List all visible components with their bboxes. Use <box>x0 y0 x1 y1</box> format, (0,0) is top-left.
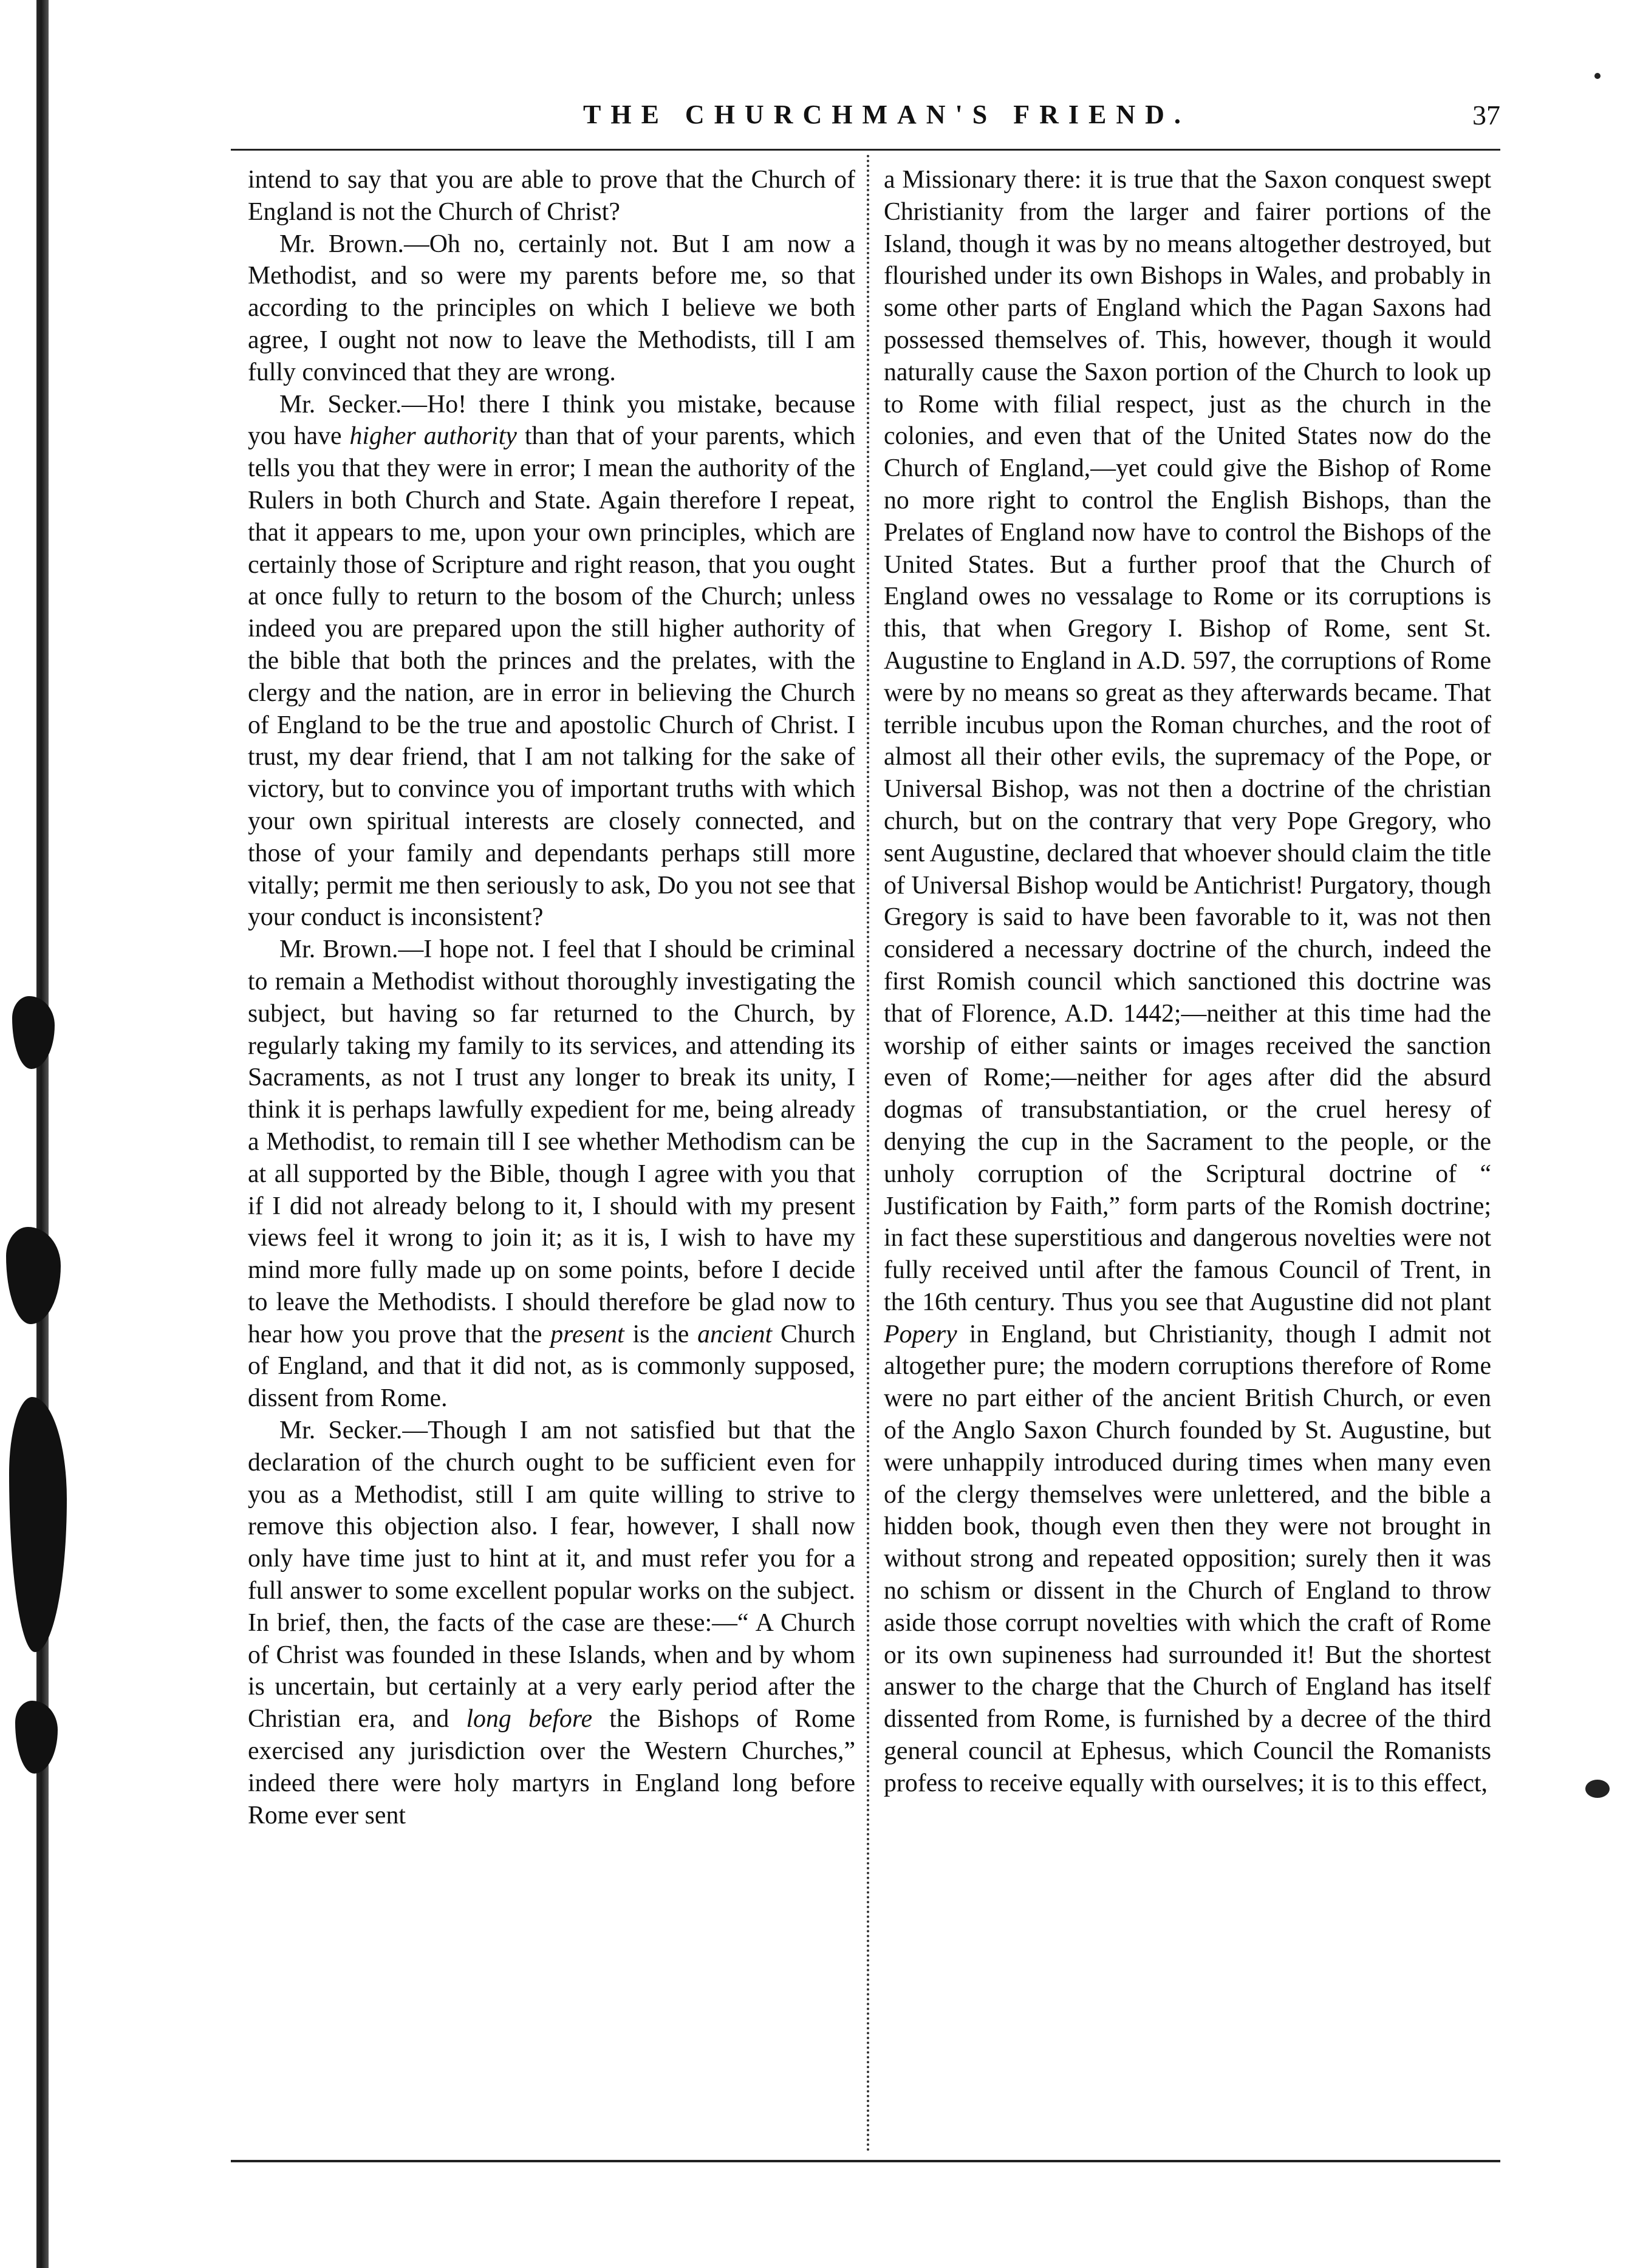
paragraph-text: a Missionary there: it is true that the Saxon conquest swept Christianity from the larger and fairer portions of the Island, though it was by no means altogether destroyed, but flourished under its own Bishops in Wales, and probably in some other parts of England which the Pagan Saxons had possessed themselves of. This, however, though it would naturally cause the Saxon portion of the Church to look up to Rome with filial respect, just as the church in the colonies, and even that of the United States now do the Church of England,—yet could give the Bishop of Rome no more right to control the English Bishops, than the Prelates of England now have to control the Bishops of the United States. But a further proof that the Church of England owes no vessalage to Rome or its corruptions is this, that when Gregory I. Bishop of Rome, sent St. Augustine to England in A.D. 597, the corruptions of Rome were by no means so great as they afterwards became. That terrible incubus upon the Roman churches, and the root of almost all their other evils, the supremacy of the Pope, or Universal Bishop, was not then a doctrine of the christian church, but on the contrary that very Pope Gregory, who sent Augustine, declared that whoever should claim the title of Universal Bishop would be Antichrist! Purgatory, though Gregory is said to have been favorable to it, was not then considered a necessary doctrine of the church, indeed the first Romish council which sanctioned this doctrine was that of Florence, A.D. 1442;—neither at this time had the worship of either saints or images received the sanction even of Rome;—neither for ages after did the absurd dogmas of transubstantiation, or the cruel heresy of denying the cup in the Sacrament to the people, or the unholy corruption of the Scriptural doctrine of “ Justification by Faith,” form parts of the Romish doctrine; in fact these superstitious and dangerous novelties were not fully received until after the famous Council of Trent, in the 16th century. Thus you see that Augustine did not plant <box>884 166 1491 1316</box>
binding-ink-blot <box>6 1227 61 1324</box>
right-column <box>884 164 1491 2156</box>
ink-speck <box>1594 73 1601 79</box>
running-title: THE CHURCHMAN'S FRIEND. <box>583 100 1191 129</box>
page-binding-edge <box>36 0 49 2268</box>
paragraph-text: —Though I am not satisfied but that the declaration of the church ought to be sufficient even for you as a Methodist, still I am quite willing to strive to remove this objection also. I fear, however, I shall now only have time just to hint at it, and must refer you for a full answer to some excellent popular works on the subject. In brief, then, the facts of the case are these:—“ A Church of Christ was founded in these Islands, when and by whom is uncertain, but certainly at a very early period after the Christian era, and <box>248 1416 855 1733</box>
paragraph-text: Church of England, and that it did not, as is commonly supposed, dissent from Rome. <box>248 1320 855 1413</box>
speaker-name: Mr. Secker. <box>279 390 402 418</box>
speaker-name: Mr. Brown. <box>279 935 398 964</box>
paragraph <box>884 164 1491 1800</box>
paragraph <box>248 934 855 1415</box>
emphasized-text: Popery <box>884 1320 957 1348</box>
column-divider <box>867 155 869 2153</box>
paragraph <box>248 228 855 389</box>
emphasized-text: long before <box>466 1705 593 1733</box>
left-column <box>248 164 855 2156</box>
emphasized-text: present <box>550 1320 624 1348</box>
speaker-name: Mr. Secker. <box>279 1416 403 1445</box>
footer-rule <box>231 2160 1500 2162</box>
ink-speck <box>1585 1780 1610 1798</box>
paragraph-text: than that of your parents, which tells you that they were in error; I mean the authority of the Rulers in both Church and State. Again therefore I repeat, that it appears to me, upon your own principles, which are certainly those of Scripture and right reason, that you ought at once fully to return to the bosom of the Church; unless indeed you are prepared upon the still higher authority of the bible that both the princes and the prelates, with the clergy and the nation, are in error in believing the Church of England to be the true and apostolic Church of Christ. I trust, my dear friend, that I am not talking for the sake of victory, but to convince you of important truths with which your own spiritual interests are closely connected, and those of your family and dependants perhaps still more vitally; permit me then seriously to ask, Do you not see that your conduct is inconsistent? <box>248 422 855 932</box>
paragraph-text: is the <box>624 1320 698 1348</box>
page-header <box>231 94 1500 143</box>
paragraph <box>248 164 855 228</box>
emphasized-text: ancient <box>697 1320 773 1348</box>
header-rule <box>231 149 1500 151</box>
paragraph-text: —Oh no, certainly not. But I am now a Methodist, and so were my parents before me, so that according to the principles on which I believe we both agree, I ought not now to leave the Methodists, till I am fully convinced that they are wrong. <box>248 230 855 386</box>
paragraph-text: intend to say that you are able to prove that the Church of England is not the Church of Christ? <box>248 166 855 226</box>
binding-ink-blot <box>9 1397 67 1652</box>
paragraph <box>248 1415 855 1831</box>
paragraph-text: —Ho! there I think you mistake, because you have <box>248 390 855 451</box>
paragraph-text: the Bishops of Rome exercised any jurisdiction over the Western Churches,” indeed there were holy martyrs in England long before Rome ever sent <box>248 1705 855 1829</box>
paragraph-text: —I hope not. I feel that I should be criminal to remain a Methodist without thoroughly investigating the subject, but having so far returned to the Church, by regularly taking my family to its services, and attending its Sacraments, as not I trust any longer to break its unity, I think it is perhaps lawfully expedient for me, being already a Methodist, to remain till I see whether Methodism can be at all supported by the Bible, though I agree with you that if I did not already belong to it, I should with my present views feel it wrong to join it; as it is, I wish to have my mind more fully made up on some points, before I decide to leave the Methodists. I should therefore be glad now to hear how you prove that the <box>248 935 855 1348</box>
paragraph-text: in England, but Christianity, though I admit not altogether pure; the modern corruptions therefore of Rome were no part either of the ancient British Church, or even of the Anglo Saxon Church founded by St. Augustine, but were unhappily introduced during times when many even of the clergy themselves were unlettered, and the bible a hidden book, though even then they were not brought in without strong and repeated opposition; surely then it was no schism or dissent in the Church of England to throw aside those corrupt novelties with which the craft of Rome or its own supineness had surrounded it! But the shortest answer to the charge that the Church of England has itself dissented from Rome, is furnished by a decree of the third general council at Ephesus, which Council the Romanists profess to receive equally with ourselves; it is to this effect, <box>884 1320 1491 1797</box>
emphasized-text: higher authority <box>349 422 517 451</box>
page-number: 37 <box>1472 100 1500 131</box>
binding-ink-blot <box>15 1701 58 1774</box>
speaker-name: Mr. Brown. <box>279 230 404 258</box>
paragraph <box>248 389 855 934</box>
